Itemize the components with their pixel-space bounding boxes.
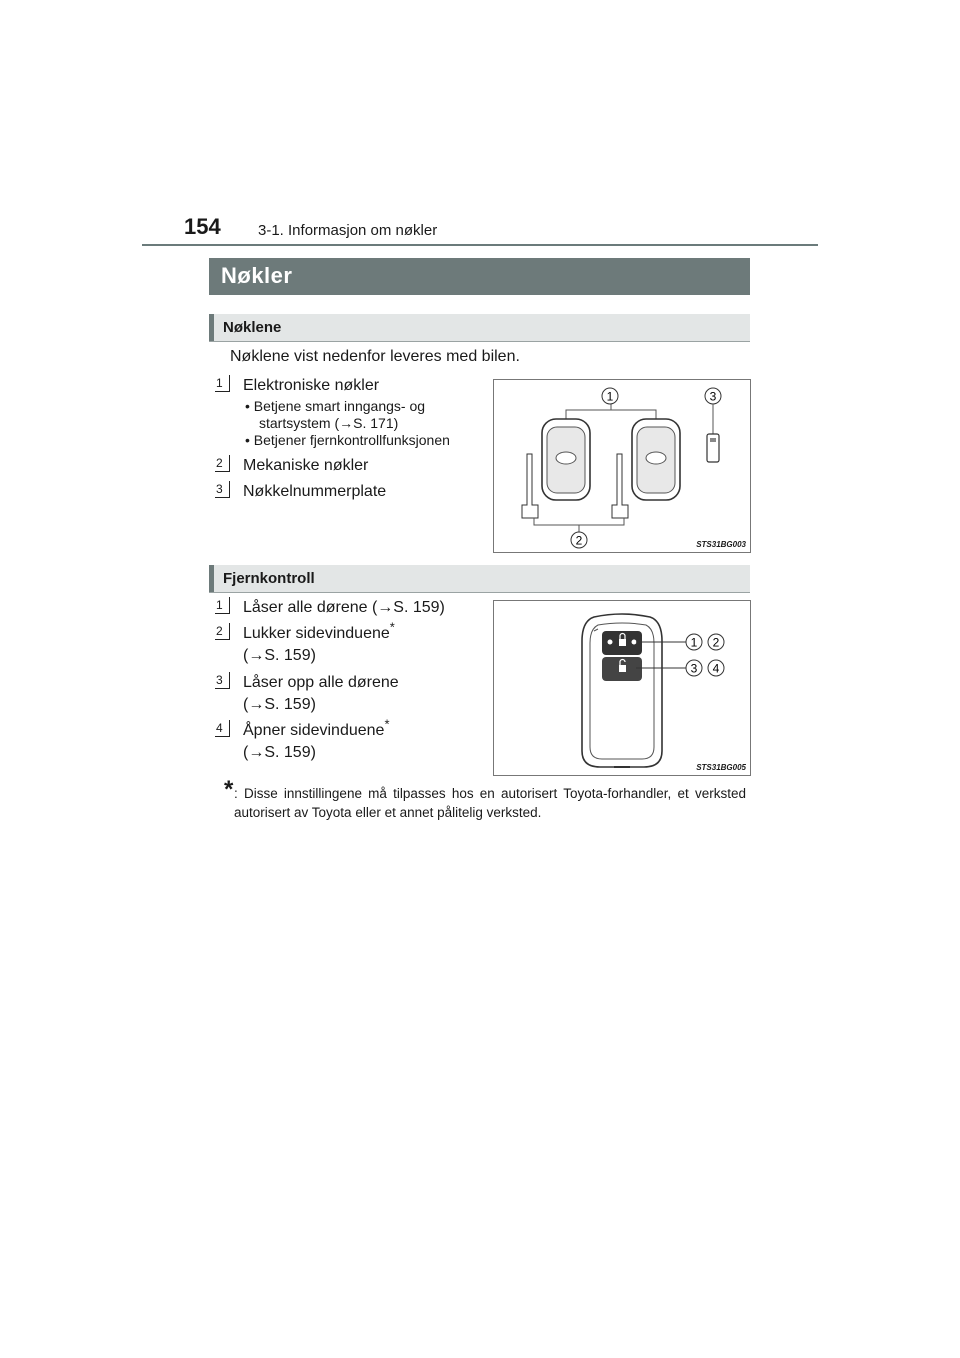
title-bar bbox=[209, 258, 750, 295]
running-header: 3-1. Informasjon om nøkler bbox=[258, 222, 438, 239]
callout-3: 3 bbox=[690, 661, 698, 676]
item-label: Elektroniske nøkler bbox=[243, 377, 380, 394]
figure-code: STS31BG003 bbox=[696, 540, 746, 549]
paren: ( bbox=[243, 696, 249, 713]
page-ref: S. 159) bbox=[264, 744, 316, 761]
page-ref: S. 159) bbox=[264, 647, 316, 664]
arrow-glyph: → bbox=[339, 415, 354, 431]
item-label: Mekaniske nøkler bbox=[243, 457, 369, 474]
bullet-list: • Betjene smart inngangs- og startsystem (→S. 171) • Betjener fjernkontrollfunksjonen bbox=[245, 398, 450, 448]
figure-code: STS31BG005 bbox=[696, 763, 746, 772]
item-number: 3 bbox=[215, 672, 230, 689]
section-heading-keys bbox=[209, 314, 750, 342]
callout-2: 2 bbox=[575, 533, 583, 548]
page-ref: S. 159) bbox=[264, 696, 316, 713]
remote-figure bbox=[493, 600, 751, 776]
item-number: 1 bbox=[215, 375, 230, 392]
arrow-glyph: → bbox=[248, 647, 265, 664]
asterisk: * bbox=[389, 619, 395, 635]
callout-1: 1 bbox=[690, 635, 698, 650]
section-title: Nøklene bbox=[223, 319, 282, 336]
footnote-text: : Disse innstillingene må tilpasses hos en autorisert Toyota-forhandler, et verksted autorisert av Toyota eller et annet pålitelig verksted. bbox=[234, 786, 746, 820]
paren: ( bbox=[243, 647, 249, 664]
item-text: Låser opp alle dørene bbox=[243, 674, 399, 691]
keys-illustration bbox=[494, 380, 750, 552]
bullet-text: startsystem ( bbox=[259, 415, 340, 431]
item-label-lock bbox=[243, 597, 445, 619]
keys-figure bbox=[493, 379, 751, 553]
intro-text: Nøklene vist nedenfor leveres med bilen. bbox=[230, 348, 520, 365]
item-label-unlock bbox=[243, 672, 399, 716]
page-ref: S. 159) bbox=[393, 599, 445, 616]
page-title: Nøkler bbox=[221, 263, 293, 288]
arrow-glyph: → bbox=[377, 599, 394, 616]
paren: ( bbox=[243, 744, 249, 761]
bullet-text: Betjene smart inngangs- og bbox=[253, 398, 426, 414]
item-number: 3 bbox=[215, 481, 230, 498]
callout-3: 3 bbox=[709, 389, 717, 404]
callout-2: 2 bbox=[712, 635, 720, 650]
asterisk: * bbox=[384, 716, 390, 732]
remote-illustration bbox=[494, 601, 750, 775]
item-text: Lukker sidevinduene bbox=[243, 625, 390, 642]
arrow-glyph: → bbox=[248, 744, 265, 761]
header-rule bbox=[142, 244, 818, 246]
bullet-text: Betjener fjernkontrollfunksjonen bbox=[253, 432, 450, 448]
item-text: Åpner sidevinduene bbox=[243, 722, 385, 739]
section-title: Fjernkontroll bbox=[223, 570, 315, 587]
callout-4: 4 bbox=[712, 661, 720, 676]
section-marker bbox=[209, 314, 214, 341]
callout-1: 1 bbox=[606, 389, 614, 404]
item-number: 1 bbox=[215, 597, 230, 614]
item-label-open-windows bbox=[243, 716, 390, 764]
section-marker bbox=[209, 565, 214, 592]
page-ref: S. 171) bbox=[353, 415, 399, 431]
item-label-close-windows bbox=[243, 619, 395, 667]
footnote-mark: * bbox=[224, 776, 234, 803]
item-number: 4 bbox=[215, 720, 230, 737]
item-text: Låser alle dørene ( bbox=[243, 599, 378, 616]
section-heading-remote bbox=[209, 565, 750, 593]
page-number: 154 bbox=[184, 214, 221, 239]
item-number: 2 bbox=[215, 623, 230, 640]
item-label: Nøkkelnummerplate bbox=[243, 483, 387, 500]
item-number: 2 bbox=[215, 455, 230, 472]
arrow-glyph: → bbox=[248, 696, 265, 713]
